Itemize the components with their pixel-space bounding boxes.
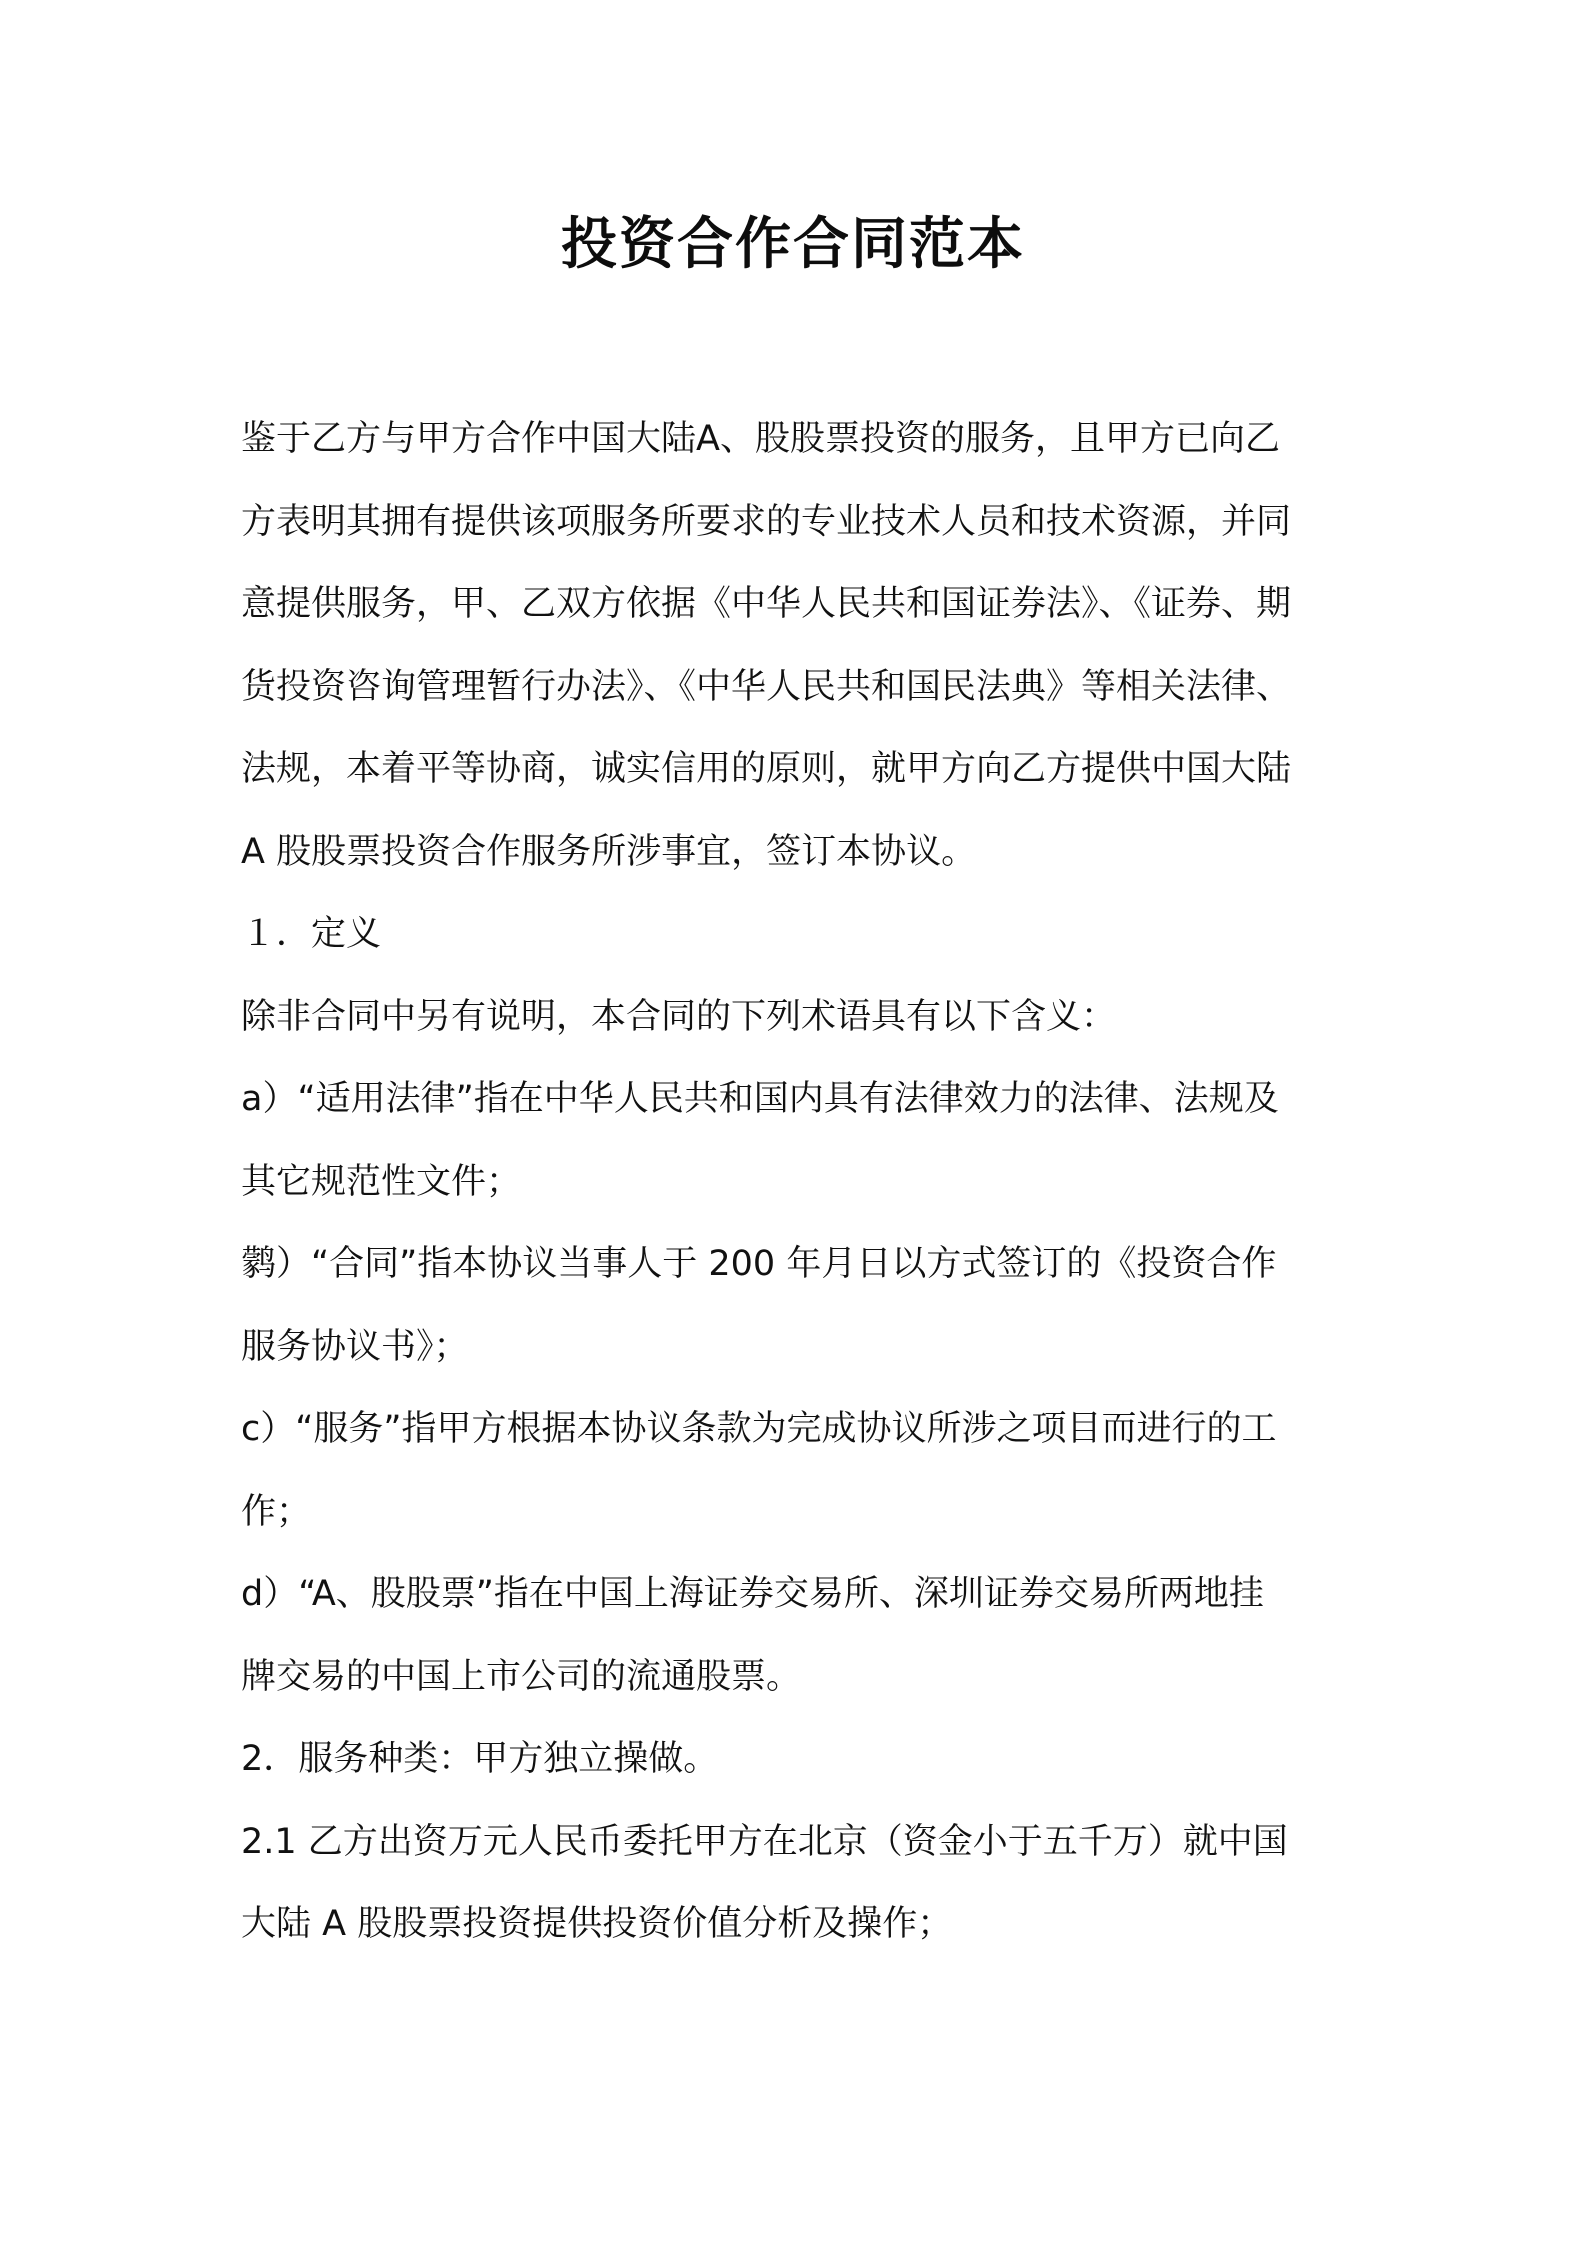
text-line: 鉴于乙方与甲方合作中国大陆A、股股票投资的服务，且甲方已向乙 <box>241 419 1280 459</box>
text-line: 作； <box>241 1491 312 1532</box>
document-title: 投资合作合同范本 <box>561 212 1025 277</box>
text-line: 法规，本着平等协商，诚实信用的原则，就甲方向乙方提供中国大陆 <box>241 749 1292 789</box>
text-line: 牌交易的中国上市公司的流通股票。 <box>241 1656 802 1697</box>
text-line: 服务协议书》； <box>241 1326 469 1367</box>
text-line: 大陆 A 股股票投资提供投资价值分析及操作； <box>241 1904 953 1944</box>
text-line: 其它规范性文件； <box>241 1161 522 1202</box>
definition-item-a: a）“适用法律”指在中华人民共和国内具有法律效力的法律、法规及 <box>241 1079 1279 1119</box>
definition-item-b: 鹲）“合同”指本协议当事人于 200 年月日以方式签订的《投资合作 <box>241 1244 1277 1284</box>
text-line: 方表明其拥有提供该项服务所要求的专业技术人员和技术资源，并同 <box>241 501 1292 542</box>
document-body <box>241 398 1356 1966</box>
text-line: 除非合同中另有说明，本合同的下列术语具有以下含义： <box>241 996 1117 1037</box>
text-line: 货投资咨询管理暂行办法》、《中华人民共和国民法典》等相关法律、 <box>241 666 1292 707</box>
definition-item-c: c）“服务”指甲方根据本协议条款为完成协议所涉之项目而进行的工 <box>241 1409 1277 1449</box>
text-line: A 股股票投资合作服务所涉事宜，签订本协议。 <box>241 831 977 872</box>
section-heading-definitions: １．定义 <box>241 914 382 954</box>
section-heading-service-type: 2．服务种类：甲方独立操做。 <box>241 1739 719 1779</box>
text-line: 意提供服务，甲、乙双方依据《中华人民共和国证券法》、《证券、期 <box>241 584 1292 624</box>
clause-2-1: 2.1 乙方出资万元人民币委托甲方在北京（资金小于五千万）就中国 <box>241 1821 1288 1862</box>
definition-item-d: d）“A、股股票”指在中国上海证券交易所、深圳证券交易所两地挂 <box>241 1574 1264 1614</box>
